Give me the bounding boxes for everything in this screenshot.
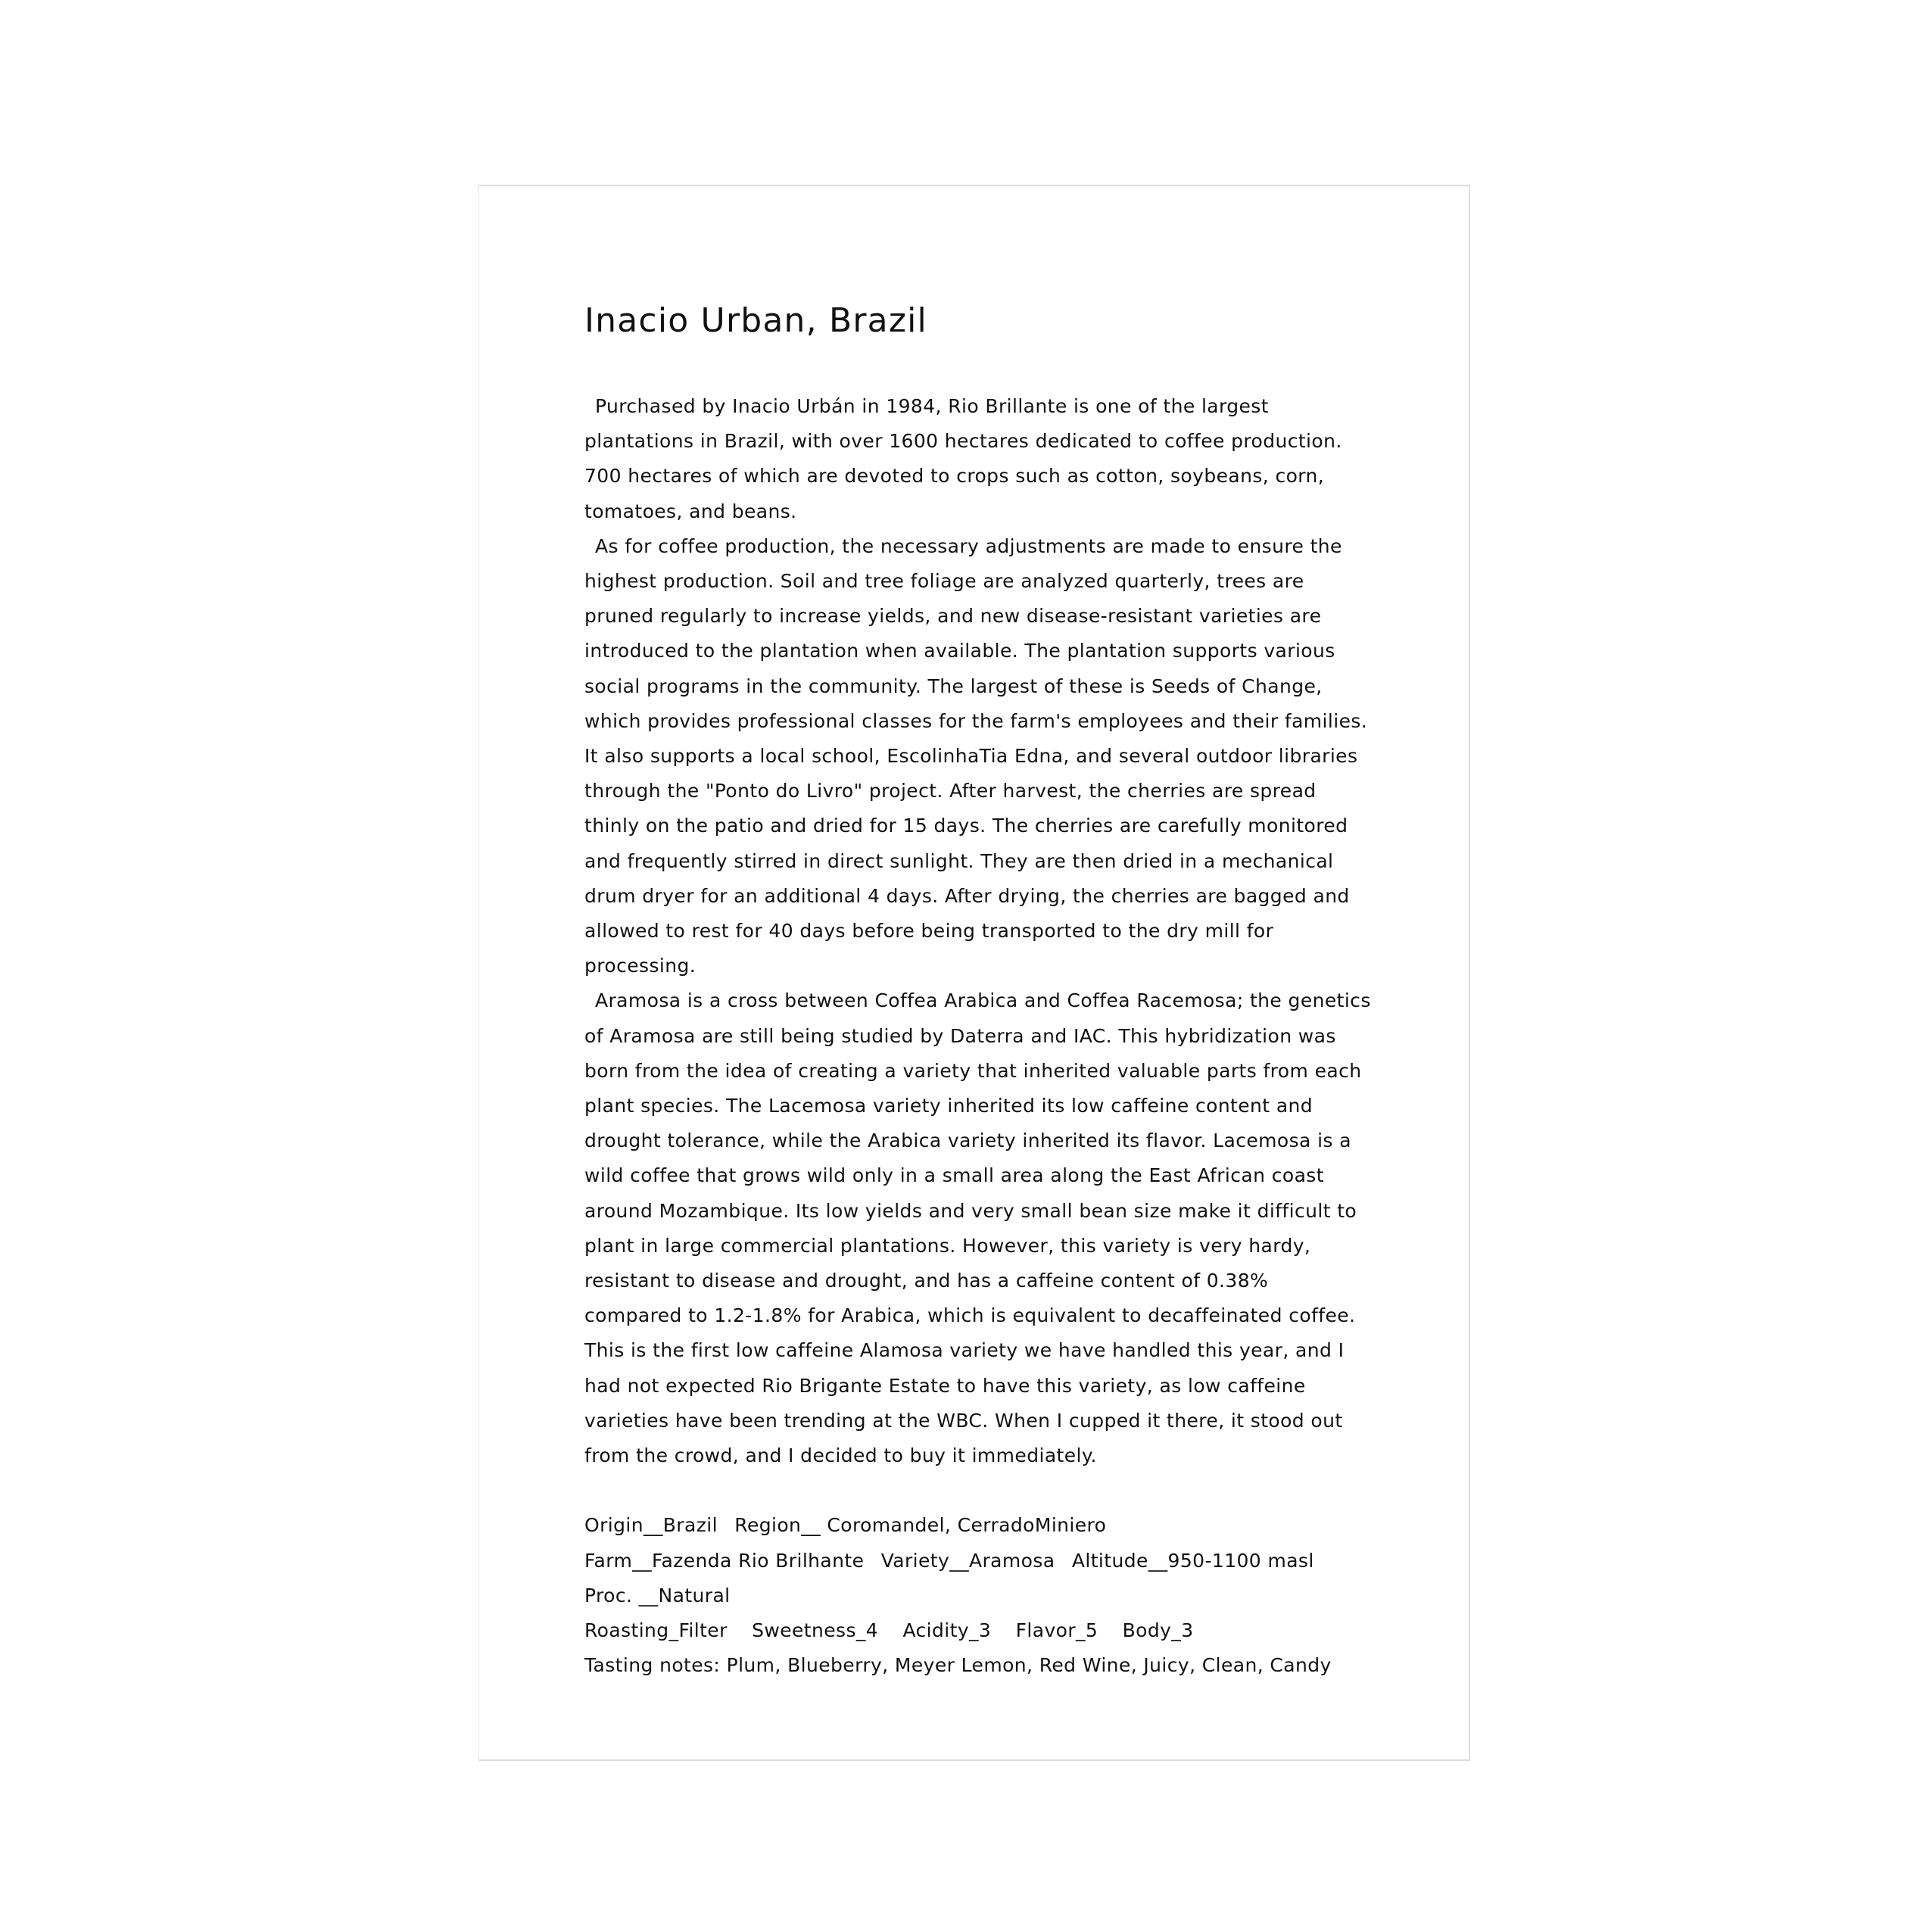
spec-variety: Variety__Aramosa [880, 1549, 1055, 1572]
spec-line-roasting [584, 1613, 1372, 1648]
document-card [478, 185, 1470, 1761]
document-title: Inacio Urban, Brazil [584, 301, 927, 340]
paragraph-production: As for coffee production, the necessary adjustments are made to ensure the highest production. Soil and tree foliage are analyzed quarterly, trees are pruned regularly to increase yields, and new disease-resistant varieties are introduced to the plantation when available. The plantation supports various social programs in the community. The largest of these is Seeds of Change, which provides professional classes for the farm's employees and their families. It also supports a local school, EscolinhaTia Edna, and several outdoor libraries through the "Ponto do Livro" project. After harvest, the cherries are spread thinly on the patio and dried for 15 days. The cherries are carefully monitored and frequently stirred in direct sunlight. They are then dried in a mechanical drum dryer for an additional 4 days. After drying, the cherries are bagged and allowed to rest for 40 days before being transported to the dry mill for processing. [584, 534, 1368, 977]
spec-flavor: Flavor_5 [1015, 1619, 1098, 1641]
spec-altitude: Altitude__950-1100 masl [1071, 1549, 1314, 1572]
spec-roasting: Roasting_Filter [584, 1619, 728, 1641]
document-body [584, 389, 1372, 1473]
spec-origin: Origin__Brazil [584, 1514, 718, 1537]
paragraph-history: Purchased by Inacio Urbán in 1984, Rio Brillante is one of the largest plantations in Brazil, with over 1600 hectares dedicated to coffee production. 700 hectares of which are devoted to crops such as cotton, soybeans, corn, tomatoes, and beans. [584, 395, 1342, 522]
spec-sweetness: Sweetness_4 [752, 1619, 879, 1641]
paragraph-aramosa: Aramosa is a cross between Coffea Arabica and Coffea Racemosa; the genetics of Aramosa are still being studied by Daterra and IAC. This hybridization was born from the idea of creating a variety that inherited valuable parts from each plant species. The Lacemosa variety inherited its low caffeine content and drought tolerance, while the Arabica variety inherited its flavor. Lacemosa is a wild coffee that grows wild only in a small area along the East African coast around Mozambique. Its low yields and very small bean size make it difficult to plant in large commercial plantations. However, this variety is very hardy, resistant to disease and drought, and has a caffeine content of 0.38% compared to 1.2-1.8% for Arabica, which is equivalent to decaffeinated coffee. [584, 989, 1371, 1327]
spec-line-origin [584, 1508, 1372, 1543]
spec-tasting-notes: Tasting notes: Plum, Blueberry, Meyer Lemon, Red Wine, Juicy, Clean, Candy [584, 1654, 1332, 1677]
spec-line-farm [584, 1544, 1372, 1613]
spec-acidity: Acidity_3 [902, 1619, 992, 1641]
spec-process: Proc. __Natural [584, 1584, 731, 1606]
coffee-specs [584, 1508, 1372, 1683]
spec-body: Body_3 [1122, 1619, 1194, 1641]
spec-region: Region__ Coromandel, CerradoMiniero [734, 1514, 1107, 1537]
paragraph-buyer-note: This is the first low caffeine Alamosa variety we have handled this year, and I had not expected Rio Brigante Estate to have this variety, as low caffeine varieties have been trending at the WBC. When I cupped it there, it stood out from the crowd, and I decided to buy it immediately. [584, 1339, 1345, 1467]
document-content [584, 300, 1372, 1683]
spec-farm: Farm__Fazenda Rio Brilhante [584, 1549, 865, 1572]
